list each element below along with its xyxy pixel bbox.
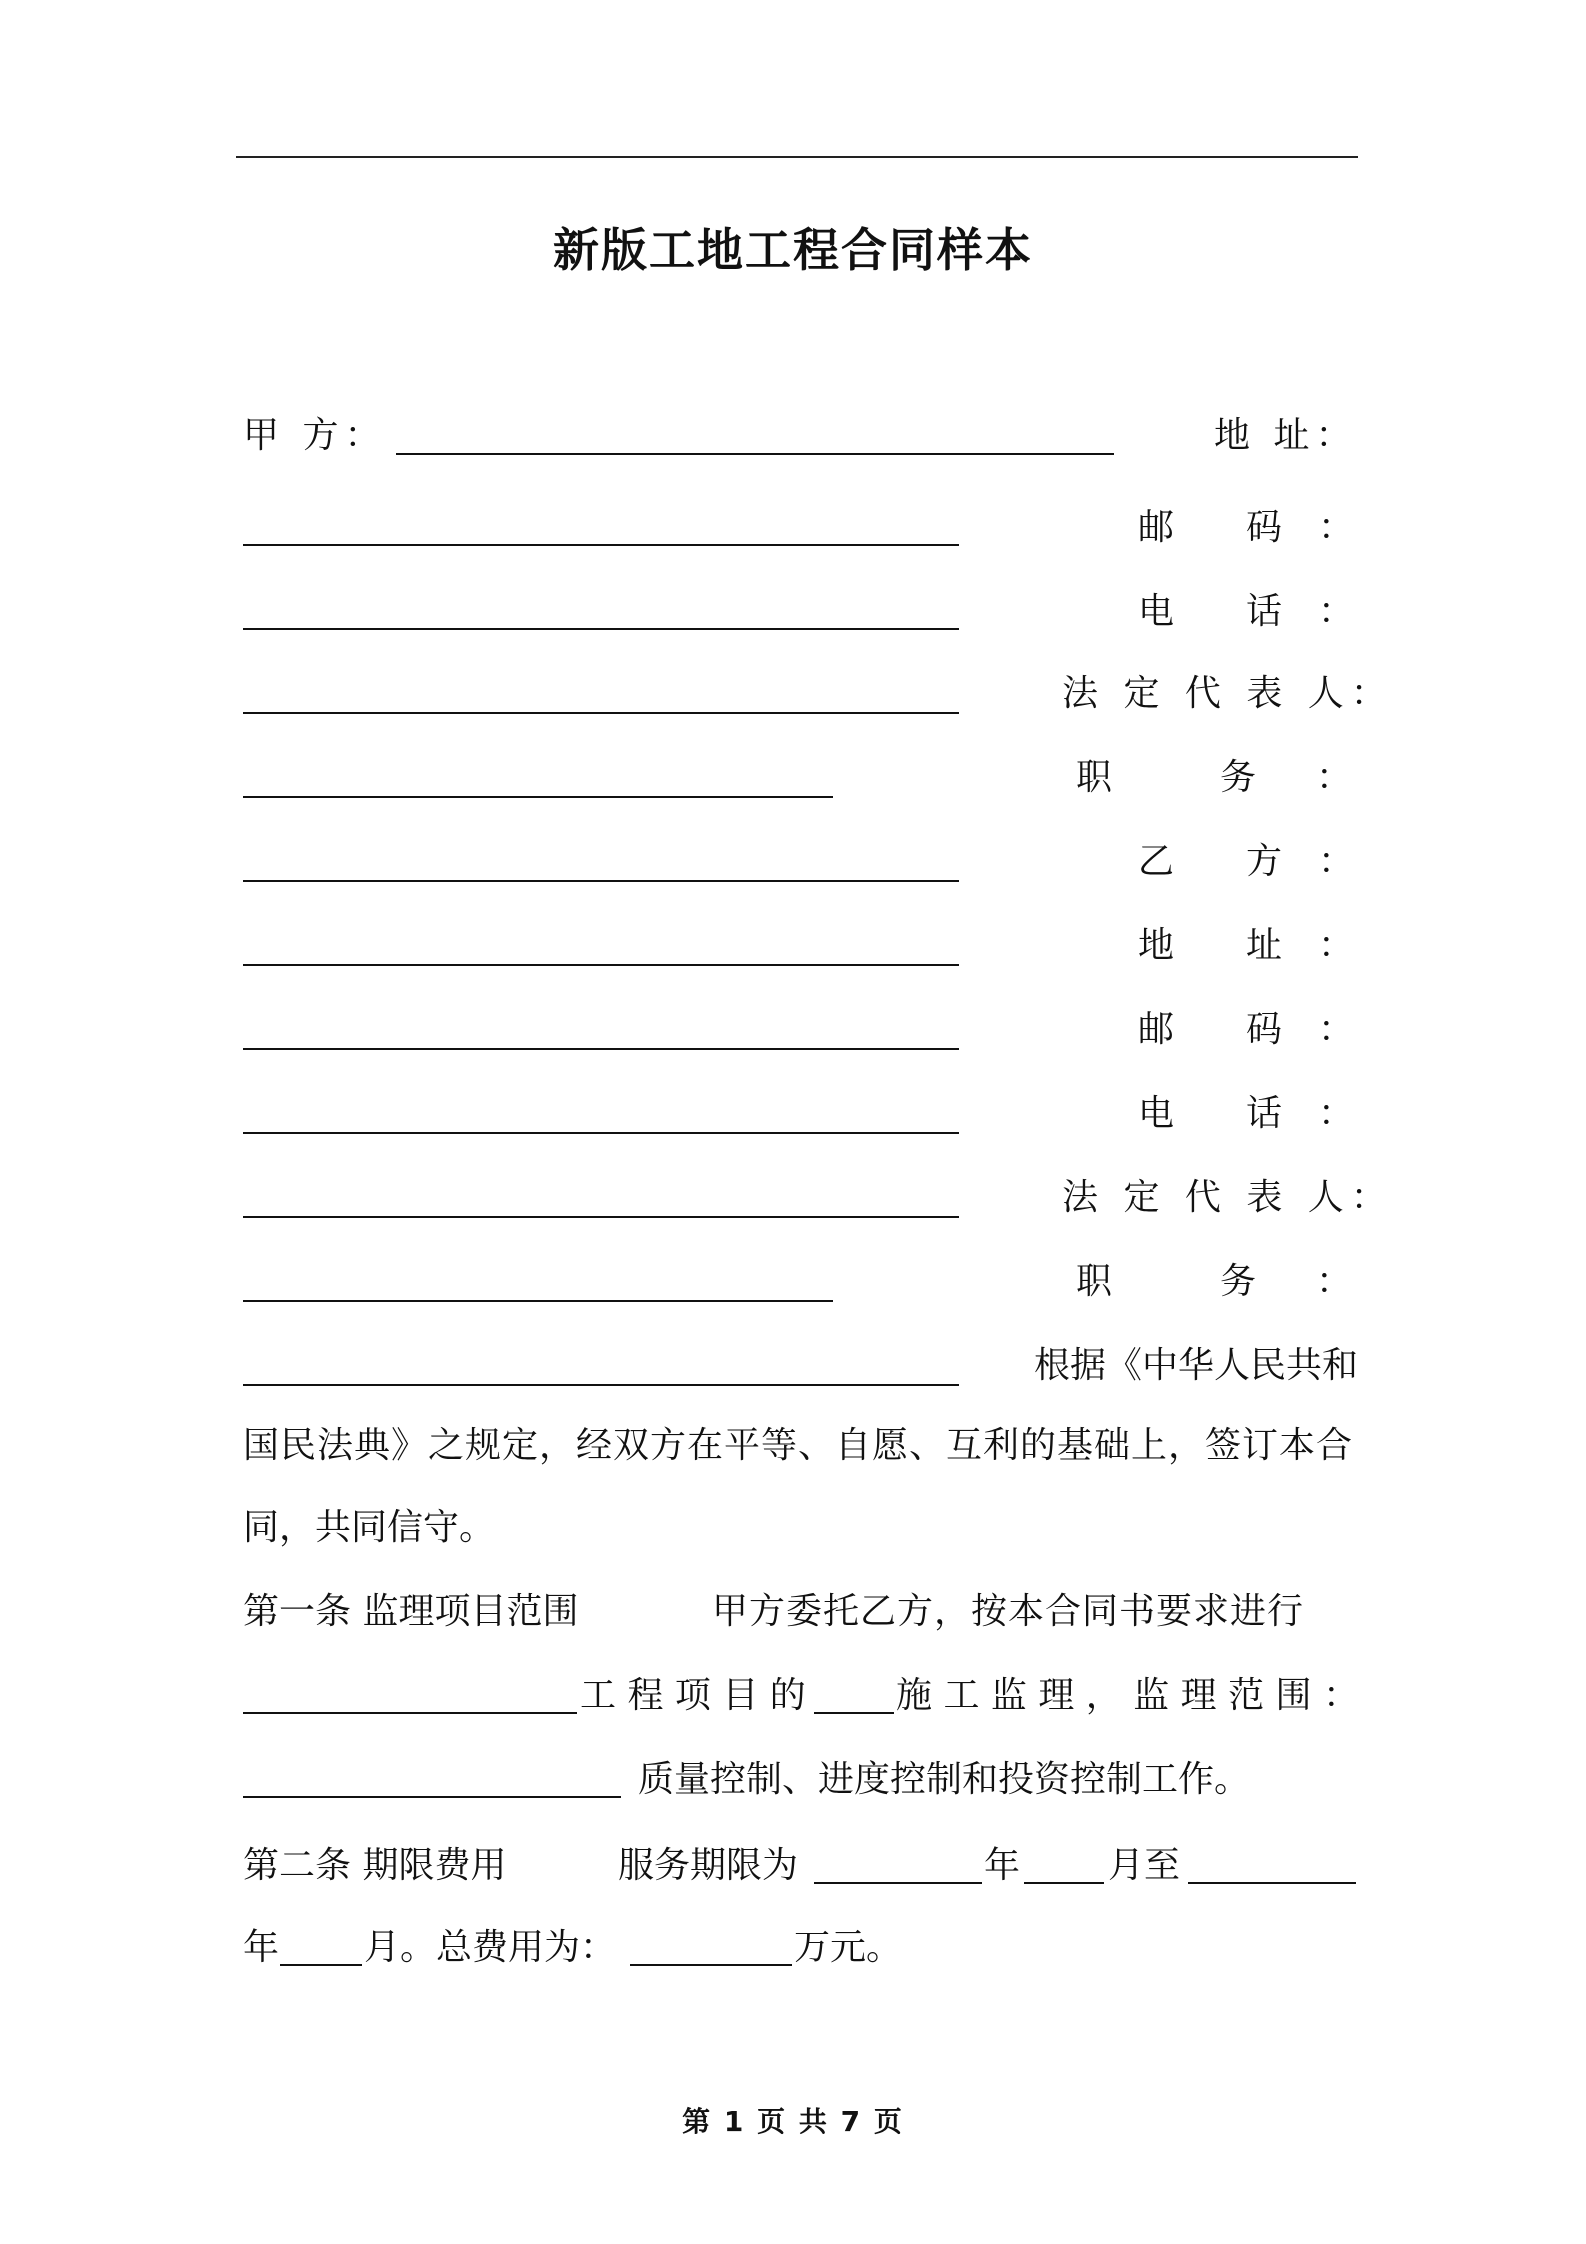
- article2-month-total-label: 月。总费用为：: [364, 1927, 617, 1968]
- article1-range-blank[interactable]: [243, 1796, 621, 1798]
- party-a-address-blank[interactable]: [243, 544, 959, 546]
- article2-year-label: 年: [984, 1845, 1021, 1886]
- party-a-address-label: 地 址：: [1214, 415, 1358, 456]
- article2-end-month-blank[interactable]: [280, 1964, 362, 1966]
- party-b-label: 乙 方 ：: [1138, 841, 1355, 882]
- party-b-address-blank[interactable]: [243, 1048, 959, 1050]
- party-a-postcode-label: 邮 码 ：: [1138, 507, 1355, 548]
- party-a-blank[interactable]: [396, 453, 1114, 455]
- party-b-postcode-blank[interactable]: [243, 1132, 959, 1134]
- article1-text2b: 施 工 监 理 ， 监 理 范 围 ：: [896, 1675, 1359, 1716]
- article2-amount-blank[interactable]: [630, 1964, 792, 1966]
- article2-start-year-blank[interactable]: [814, 1882, 982, 1884]
- party-a-legal-rep-blank[interactable]: [243, 796, 833, 798]
- party-a-position-label: 职 务 ：: [1076, 757, 1365, 798]
- article2-heading: 第二条 期限费用: [243, 1845, 507, 1886]
- article1-heading: 第一条 监理项目范围: [243, 1591, 579, 1632]
- intro-line3: 同，共同信守。: [243, 1507, 496, 1548]
- party-b-postcode-label: 邮 码 ：: [1138, 1009, 1355, 1050]
- article1-text3: 质量控制、进度控制和投资控制工作。: [638, 1759, 1251, 1800]
- party-b-phone-blank[interactable]: [243, 1216, 959, 1218]
- party-b-phone-label: 电 话 ：: [1138, 1093, 1355, 1134]
- article2-end-year-blank[interactable]: [1188, 1882, 1356, 1884]
- article1-project-blank[interactable]: [243, 1712, 577, 1714]
- article2-text1: 服务期限为: [618, 1845, 799, 1886]
- intro-line1: 根据《中华人民共和: [1034, 1345, 1359, 1386]
- party-b-legal-rep-blank[interactable]: [243, 1300, 833, 1302]
- party-a-phone-label: 电 话 ：: [1138, 591, 1355, 632]
- document-title: 新版工地工程合同样本: [553, 223, 1033, 277]
- party-a-position-blank[interactable]: [243, 880, 959, 882]
- article1-scope-blank[interactable]: [814, 1712, 894, 1714]
- party-b-blank[interactable]: [243, 964, 959, 966]
- article2-start-month-blank[interactable]: [1024, 1882, 1104, 1884]
- page-footer: 第 1 页 共 7 页: [682, 2105, 904, 2138]
- header-rule: [236, 156, 1358, 158]
- party-b-position-label: 职 务 ：: [1076, 1261, 1365, 1302]
- party-a-label: 甲 方：: [243, 415, 387, 456]
- party-b-legal-rep-label: 法 定 代 表 人：: [1062, 1177, 1394, 1218]
- article2-month-to-label: 月至: [1108, 1845, 1181, 1886]
- article2-year2-label: 年: [243, 1927, 280, 1968]
- article1-text2a: 工 程 项 目 的: [580, 1675, 806, 1716]
- party-a-postcode-blank[interactable]: [243, 628, 959, 630]
- party-a-legal-rep-label: 法 定 代 表 人：: [1062, 673, 1394, 714]
- party-b-address-label: 地 址 ：: [1138, 925, 1355, 966]
- party-b-position-blank[interactable]: [243, 1384, 959, 1386]
- party-a-phone-blank[interactable]: [243, 712, 959, 714]
- article2-unit-label: 万元。: [794, 1927, 903, 1968]
- intro-line2: 国民法典》之规定，经双方在平等、自愿、互利的基础上，签订本合: [243, 1425, 1354, 1466]
- article1-text1: 甲方委托乙方，按本合同书要求进行: [712, 1591, 1305, 1632]
